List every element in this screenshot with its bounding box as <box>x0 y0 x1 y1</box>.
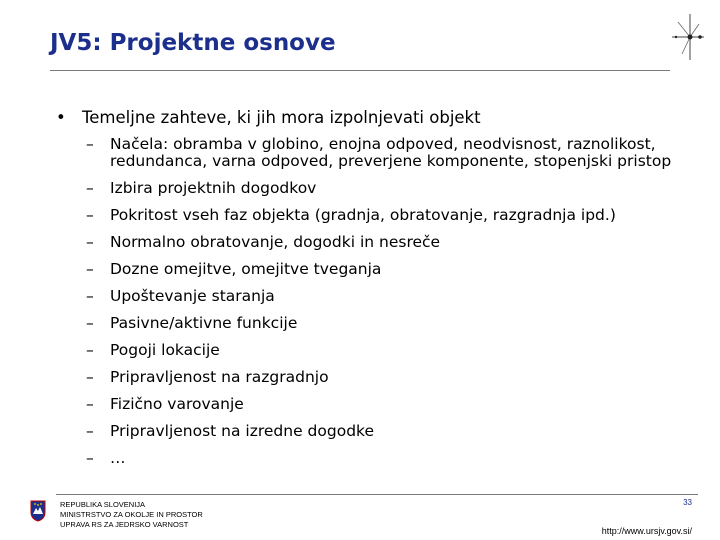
list-item: – Pogoji lokacije <box>86 341 220 359</box>
main-bullet <box>56 108 481 127</box>
main-bullet-text: Temeljne zahteve, ki jih mora izpolnjevati objekt <box>82 108 481 127</box>
list-item-continuation: redundanca, varna odpoved, preverjene komponente, stopenjski pristop <box>110 152 672 170</box>
list-item: – Načela: obramba v globino, enojna odpoved, neodvisnost, raznolikost, <box>86 135 656 153</box>
sub-bullet-list <box>86 136 671 477</box>
slide-title: JV5: Projektne osnove <box>50 30 336 56</box>
list-item: – Pasivne/aktivne funkcije <box>86 314 298 332</box>
ursjv-logo-icon <box>666 12 706 62</box>
footer-url-link[interactable]: http://www.ursjv.gov.si/ <box>601 526 692 536</box>
title-divider <box>50 70 670 71</box>
list-item: – Normalno obratovanje, dogodki in nesreče <box>86 233 441 251</box>
list-item: – Izbira projektnih dogodkov <box>86 179 317 197</box>
list-item: – Pripravljenost na razgradnjo <box>86 368 329 386</box>
list-item: – Pokritost vseh faz objekta (gradnja, obratovanje, razgradnja ipd.) <box>86 206 616 224</box>
org-line: MINISTRSTVO ZA OKOLJE IN PROSTOR <box>60 510 203 519</box>
page-number: 33 <box>683 498 692 507</box>
list-item: – Upoštevanje staranja <box>86 287 275 305</box>
bullet-marker: • <box>56 108 66 127</box>
list-item: – Fizično varovanje <box>86 395 244 413</box>
org-line: REPUBLIKA SLOVENIJA <box>60 500 146 509</box>
footer-divider <box>56 494 698 495</box>
list-item: – Dozne omejitve, omejitve tveganja <box>86 260 382 278</box>
org-line: UPRAVA RS ZA JEDRSKO VARNOST <box>60 520 189 529</box>
footer-organization <box>60 500 203 530</box>
list-item: – Pripravljenost na izredne dogodke <box>86 422 374 440</box>
list-item: – … <box>86 449 126 467</box>
coat-of-arms-icon <box>30 500 46 522</box>
